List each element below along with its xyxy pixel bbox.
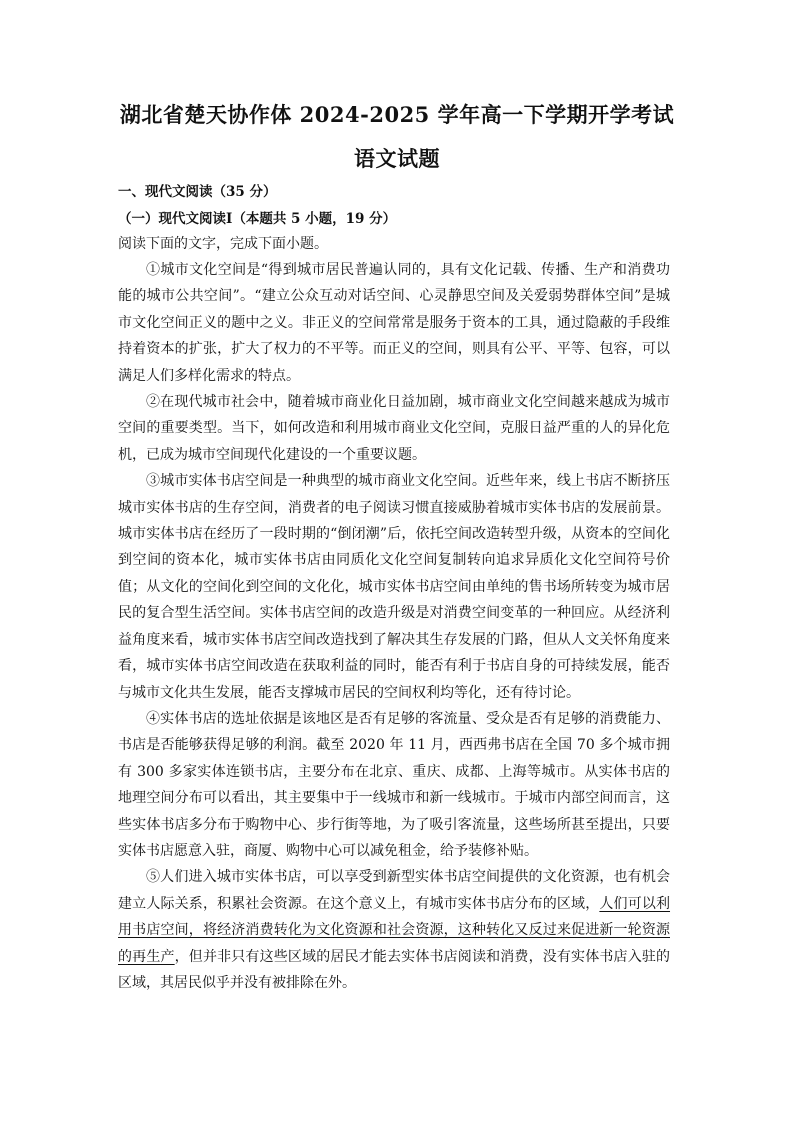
paragraph-5 [118, 864, 670, 996]
paragraph-3: ③城市实体书店空间是一种典型的城市商业文化空间。近些年来，线上书店不断挤压城市实体书店的生存空间，消费者的电子阅读习惯直接威胁着城市实体书店的发展前景。城市实体书店在经历了一段时期的“倒闭潮”后，依托空间改造转型升级，从资本的空间化到空间的资本化，城市实体书店由同质化文化空间复制转向追求异质化文化空间符号价值；从文化的空间化到空间的文化化，城市实体书店空间由单纯的售书场所转变为城市居民的复合型生活空间。实体书店空间的改造升级是对消费空间变革的一种回应。从经济利益角度来看，城市实体书店空间改造找到了解决其生存发展的门路，但从人文关怀角度来看，城市实体书店空间改造在获取利益的同时，能否有利于书店自身的可持续发展，能否与城市文化共生发展，能否支撑城市居民的空间权利均等化，还有待讨论。 [118, 473, 670, 701]
subsection-heading: （一）现代文阅读Ⅰ（本题共 5 小题，19 分） [118, 211, 397, 227]
paragraph-5-underlined-text: 人们可以利用书店空间，将经济消费转化为文化资源和社会资源，这种转化又反过来促进新一轮资源的再生产 [118, 895, 671, 965]
section-heading: 一、现代文阅读（35 分） [118, 184, 277, 200]
reading-instruction: 阅读下面的文字，完成下面小题。 [118, 236, 328, 252]
paragraph-1: ①城市文化空间是“得到城市居民普遍认同的，具有文化记载、传播、生产和消费功能的城市公共空间”。“建立公众互动对话空间、心灵静思空间及关爱弱势群体空间”是城市文化空间正义的题中之义。非正义的空间常常是服务于资本的工具，通过隐蔽的手段维持着资本的扩张，扩大了权力的不平等。而正义的空间，则具有公平、平等、包容，可以满足人们多样化需求的特点。 [118, 262, 670, 384]
exam-subtitle: 语文试题 [354, 146, 440, 171]
exam-title: 湖北省楚天协作体 2024-2025 学年高一下学期开学考试 [119, 102, 675, 127]
paragraph-5-text-before: ⑤人们进入城市实体书店，可以享受到新型实体书店空间提供的文化资源，也有机会建立人际关系，积累社会资源。在这个意义上，有城市实体书店分布的区域， [118, 869, 670, 912]
reading-passage [118, 257, 670, 996]
paragraph-5-text-after: ，但并非只有这些区域的居民才能去实体书店阅读和消费，没有实体书店入驻的区域，其居民似乎并没有被排除在外。 [118, 948, 671, 991]
paragraph-4: ④实体书店的选址依据是该地区是否有足够的客流量、受众是否有足够的消费能力、书店是否能够获得足够的利润。截至 2020 年 11 月，西西弗书店在全国 70 多个城市拥有 300 多家实体连锁书店，主要分布在北京、重庆、成都、上海等城市。从实体书店的地理空间分布可以看出，其主要集中于一线城市和新一线城市。于城市内部空间而言，这些实体书店多分布于购物中心、步行街等地，为了吸引客流量，这些场所甚至提出，只要实体书店愿意入驻，商厦、购物中心可以减免租金，给予装修补贴。 [118, 710, 670, 859]
paragraph-2: ②在现代城市社会中，随着城市商业化日益加剧，城市商业文化空间越来越成为城市空间的重要类型。当下，如何改造和利用城市商业文化空间，克服日益严重的人的异化危机，已成为城市空间现代化建设的一个重要议题。 [118, 394, 670, 463]
